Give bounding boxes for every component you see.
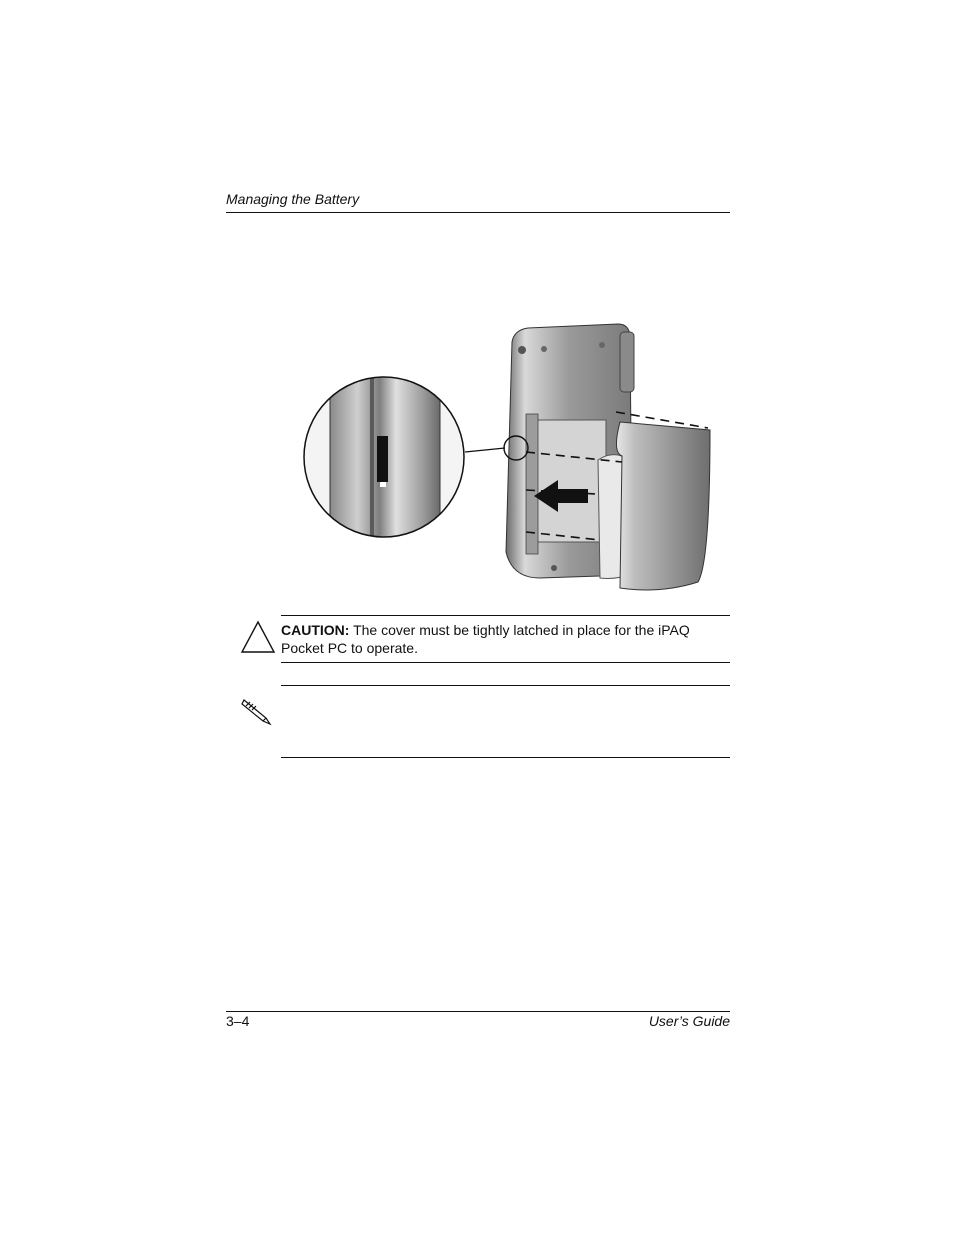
page-number: 3–4	[226, 1013, 250, 1029]
header-rule	[226, 212, 730, 213]
caution-message: The cover must be tightly latched in place for the iPAQ Pocket PC to operate.	[281, 622, 690, 656]
caution-notice	[281, 621, 721, 657]
note-bottom-rule	[281, 757, 730, 758]
caution-top-rule	[281, 615, 730, 616]
caution-bottom-rule	[281, 662, 730, 663]
book-title: User’s Guide	[648, 1013, 730, 1029]
footer-rule	[226, 1011, 730, 1012]
latch-detail-zoom	[300, 372, 470, 542]
note-top-rule	[281, 685, 730, 686]
running-head: Managing the Battery	[226, 191, 360, 207]
pencil-note-icon	[240, 696, 274, 726]
battery-cover-illustration	[300, 312, 720, 602]
caution-label: CAUTION:	[281, 622, 350, 638]
caution-triangle-icon	[240, 620, 276, 654]
